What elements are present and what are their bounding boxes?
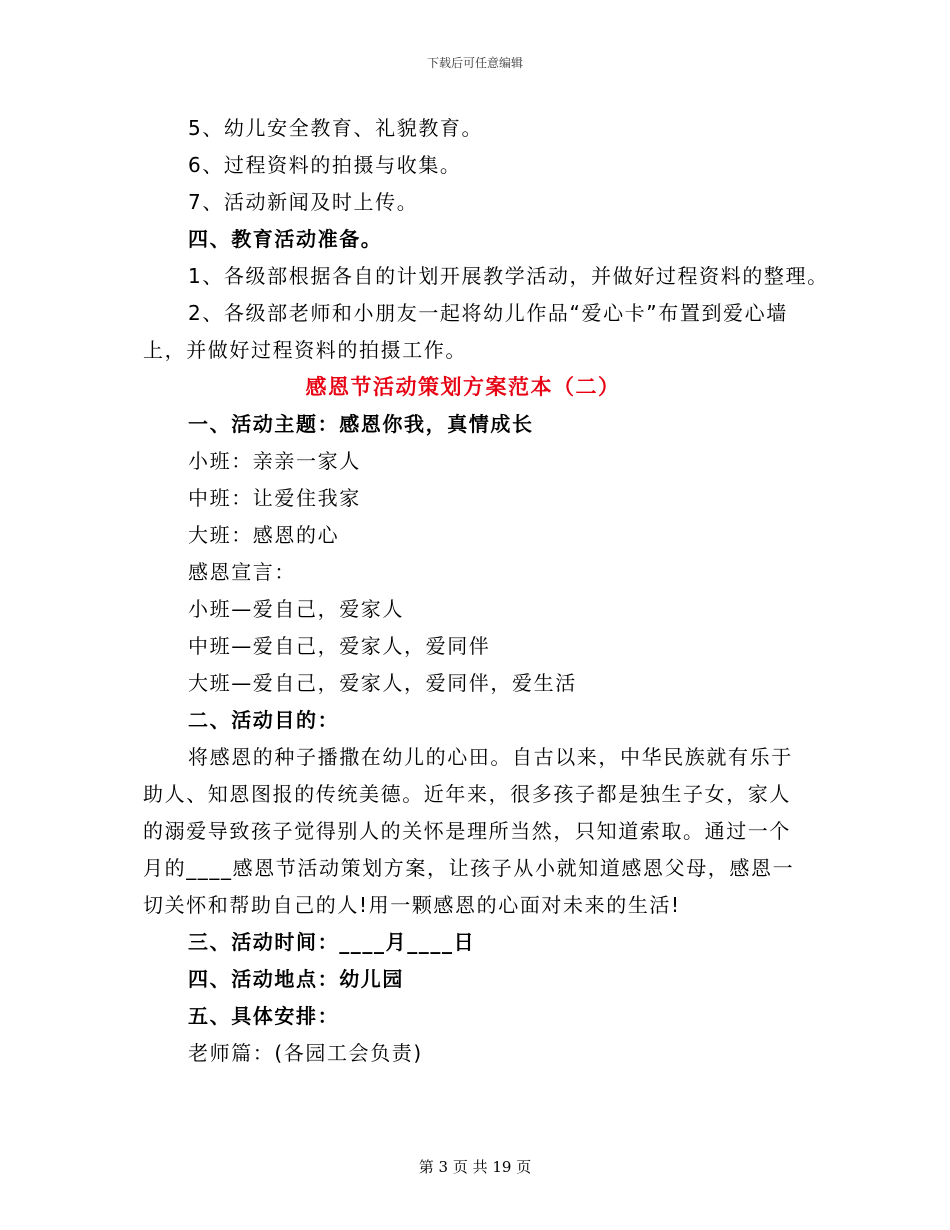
purpose-paragraph-line-1: 将感恩的种子播撒在幼儿的心田。自古以来，中华民族就有乐于 — [188, 745, 793, 769]
declaration-small-class: 小班—爱自己，爱家人 — [188, 597, 404, 621]
preparation-item-2: 2、各级部老师和小朋友一起将幼儿作品“爱心卡”布置到爱心墙 — [188, 301, 788, 325]
list-item-7: 7、活动新闻及时上传。 — [188, 190, 419, 214]
purpose-paragraph-line-5: 切关怀和帮助自己的人!用一颗感恩的心面对未来的生活! — [143, 893, 681, 917]
preparation-item-1: 1、各级部根据各自的计划开展教学活动，并做好过程资料的整理。 — [188, 264, 829, 288]
purpose-paragraph-line-4: 月的____感恩节活动策划方案，让孩子从小就知道感恩父母，感恩一 — [143, 856, 795, 880]
section-heading-purpose: 二、活动目的： — [188, 708, 340, 732]
purpose-paragraph-line-2: 助人、知恩图报的传统美德。近年来，很多孩子都是独生子女，家人 — [143, 782, 791, 806]
page-header: 下载后可任意编辑 — [426, 56, 523, 70]
list-item-5: 5、幼儿安全教育、礼貌教育。 — [188, 116, 484, 140]
section-heading-location: 四、活动地点：幼儿园 — [188, 967, 404, 991]
theme-small-class: 小班：亲亲一家人 — [188, 449, 361, 473]
list-item-6: 6、过程资料的拍摄与收集。 — [188, 153, 462, 177]
teacher-section-label: 老师篇：(各园工会负责) — [188, 1041, 423, 1065]
section-heading-theme: 一、活动主题：感恩你我，真情成长 — [188, 412, 534, 436]
document-body — [143, 110, 829, 1072]
document-title: 感恩节活动策划方案范本（二） — [305, 375, 621, 399]
section-heading-time: 三、活动时间：____月____日 — [188, 930, 476, 954]
section-heading-arrangement: 五、具体安排： — [188, 1004, 340, 1028]
theme-middle-class: 中班：让爱住我家 — [188, 486, 361, 510]
preparation-item-2-continued: 上，并做好过程资料的拍摄工作。 — [143, 338, 467, 362]
declaration-label: 感恩宣言： — [188, 560, 296, 584]
purpose-paragraph-line-3: 的溺爱导致孩子觉得别人的关怀是理所当然，只知道索取。通过一个 — [143, 819, 791, 843]
section-heading-preparation: 四、教育活动准备。 — [188, 227, 383, 251]
theme-large-class: 大班：感恩的心 — [188, 523, 340, 547]
declaration-large-class: 大班—爱自己，爱家人，爱同伴，爱生活 — [188, 671, 577, 695]
page-footer: 第 3 页 共 19 页 — [418, 1158, 532, 1176]
declaration-middle-class: 中班—爱自己，爱家人，爱同伴 — [188, 634, 491, 658]
